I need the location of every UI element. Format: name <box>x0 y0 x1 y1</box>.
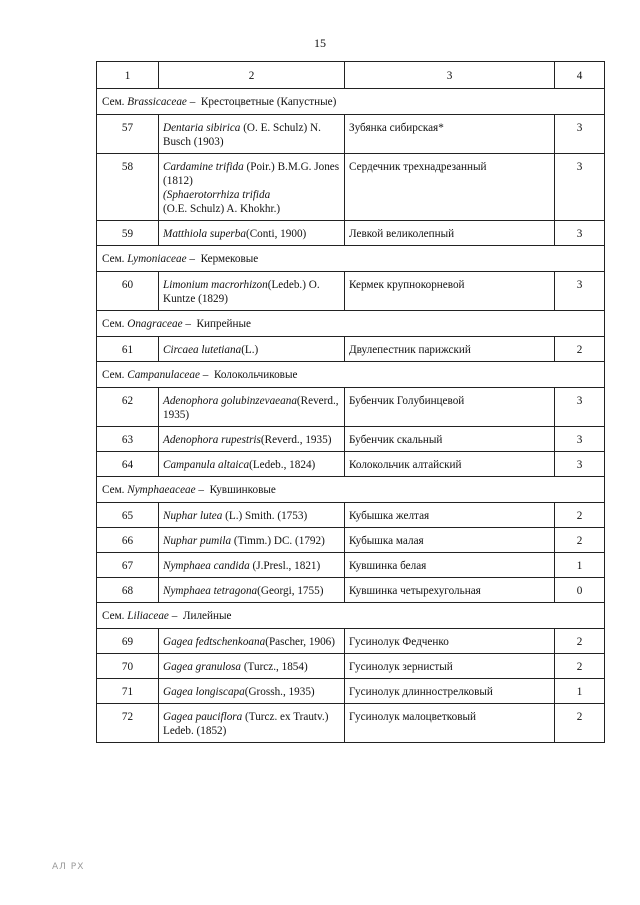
latin-name-author: (Ledeb.) O. Kuntze (1829) <box>163 279 320 305</box>
species-row <box>97 154 605 221</box>
family-header-row <box>97 477 605 503</box>
species-number: 65 <box>97 503 159 528</box>
family-latin-name: Onagraceae <box>127 317 183 330</box>
family-prefix: Сем. <box>102 483 125 496</box>
footer-mark: АЛ РХ <box>52 862 85 872</box>
species-number: 70 <box>97 654 159 679</box>
family-separator: – <box>171 609 178 622</box>
russian-name: Кермек крупнокорневой <box>345 272 555 311</box>
species-number: 68 <box>97 578 159 603</box>
latin-name-italic: Gagea pauciflora <box>163 711 243 723</box>
latin-name-author: (Poir.) B.M.G. Jones (1812) <box>163 161 340 187</box>
species-number: 72 <box>97 704 159 743</box>
species-row <box>97 221 605 246</box>
species-number: 63 <box>97 427 159 452</box>
family-separator: – <box>189 95 196 108</box>
family-header-row <box>97 89 605 115</box>
species-number: 67 <box>97 553 159 578</box>
latin-name-cell <box>159 427 345 452</box>
latin-synonym-italic: (Sphaerotorrhiza trifida <box>163 189 271 201</box>
family-prefix: Сем. <box>102 317 125 330</box>
family-separator: – <box>202 368 209 381</box>
latin-name-cell <box>159 221 345 246</box>
species-number: 71 <box>97 679 159 704</box>
latin-name-italic: Nymphaea tetragona <box>163 585 258 597</box>
family-header-cell <box>97 311 605 337</box>
latin-name-author: (L.) <box>241 344 259 356</box>
species-number: 60 <box>97 272 159 311</box>
species-number: 57 <box>97 115 159 154</box>
status-category: 3 <box>555 154 605 221</box>
russian-name: Кувшинка белая <box>345 553 555 578</box>
status-category: 3 <box>555 452 605 477</box>
family-latin-name: Campanulaceae <box>127 368 200 381</box>
latin-name-italic: Nymphaea candida <box>163 560 250 572</box>
species-row <box>97 679 605 704</box>
species-number: 61 <box>97 337 159 362</box>
latin-name-italic: Gagea fedtschenkoana <box>163 636 266 648</box>
latin-name-author: (Ledeb., 1824) <box>249 459 316 471</box>
status-category: 3 <box>555 115 605 154</box>
russian-name: Гусинолук малоцветковый <box>345 704 555 743</box>
family-header-cell <box>97 246 605 272</box>
species-row <box>97 553 605 578</box>
russian-name: Бубенчик скальный <box>345 427 555 452</box>
family-header-row <box>97 603 605 629</box>
family-russian-name: Кермековые <box>200 252 259 265</box>
family-prefix: Сем. <box>102 609 125 622</box>
latin-name-cell <box>159 679 345 704</box>
species-table <box>96 61 605 743</box>
latin-name-author: (Georgi, 1755) <box>257 585 324 597</box>
family-header-row <box>97 246 605 272</box>
russian-name: Кубышка малая <box>345 528 555 553</box>
header-col-1: 1 <box>97 62 159 89</box>
latin-name-italic: Gagea granulosa <box>163 661 242 673</box>
status-category: 3 <box>555 388 605 427</box>
family-prefix: Сем. <box>102 252 125 265</box>
species-row <box>97 528 605 553</box>
russian-name: Бубенчик Голубинцевой <box>345 388 555 427</box>
family-latin-name: Liliaceae <box>127 609 169 622</box>
family-latin-name: Nymphaeaceae <box>127 483 196 496</box>
status-category: 2 <box>555 654 605 679</box>
status-category: 3 <box>555 272 605 311</box>
status-category: 2 <box>555 503 605 528</box>
family-russian-name: Кипрейные <box>196 317 251 330</box>
header-col-3: 3 <box>345 62 555 89</box>
status-category: 2 <box>555 629 605 654</box>
latin-name-cell <box>159 553 345 578</box>
status-category: 3 <box>555 221 605 246</box>
status-category: 2 <box>555 337 605 362</box>
family-latin-name: Lymoniaceae <box>127 252 187 265</box>
status-category: 3 <box>555 427 605 452</box>
status-category: 2 <box>555 528 605 553</box>
latin-name-author: (O. E. Schulz) N. Busch (1903) <box>163 122 321 148</box>
family-prefix: Сем. <box>102 95 125 108</box>
latin-name-author: (Reverd., 1935) <box>260 434 332 446</box>
latin-name-cell <box>159 503 345 528</box>
species-table-wrapper <box>96 61 604 743</box>
species-row <box>97 388 605 427</box>
russian-name: Левкой великолепный <box>345 221 555 246</box>
latin-name-author: (Turcz., 1854) <box>241 661 308 673</box>
species-number: 69 <box>97 629 159 654</box>
status-category: 1 <box>555 553 605 578</box>
latin-name-cell <box>159 388 345 427</box>
latin-name-italic: Dentaria sibirica <box>163 122 241 134</box>
latin-name-italic: Adenophora rupestris <box>163 434 261 446</box>
latin-name-author: (Reverd., 1935) <box>163 395 339 421</box>
family-prefix: Сем. <box>102 368 125 381</box>
latin-name-italic: Cardamine trifida <box>163 161 244 173</box>
latin-name-italic: Nuphar lutea <box>163 510 223 522</box>
latin-name-italic: Limonium macrorhizon <box>163 279 268 291</box>
russian-name: Двулепестник парижский <box>345 337 555 362</box>
species-number: 59 <box>97 221 159 246</box>
family-header-row <box>97 311 605 337</box>
species-row <box>97 452 605 477</box>
latin-name-author: (Conti, 1900) <box>245 228 307 240</box>
family-latin-name: Brassicaceae <box>127 95 187 108</box>
species-row <box>97 272 605 311</box>
latin-name-cell <box>159 654 345 679</box>
page-number: 15 <box>314 36 326 50</box>
species-row <box>97 578 605 603</box>
russian-name: Кубышка желтая <box>345 503 555 528</box>
family-header-cell <box>97 477 605 503</box>
latin-name-author: (Pascher, 1906) <box>265 636 335 648</box>
latin-name-cell <box>159 528 345 553</box>
family-separator: – <box>185 317 191 330</box>
latin-name-italic: Nuphar pumila <box>163 535 232 547</box>
latin-name-author: (Turcz. ex Trautv.) Ledeb. (1852) <box>163 711 329 737</box>
status-category: 1 <box>555 679 605 704</box>
species-number: 64 <box>97 452 159 477</box>
latin-name-italic: Matthiola superba <box>163 228 246 240</box>
family-separator: – <box>189 252 195 265</box>
russian-name: Гусинолук зернистый <box>345 654 555 679</box>
table-body <box>97 89 605 743</box>
species-row <box>97 115 605 154</box>
species-row <box>97 654 605 679</box>
species-number: 62 <box>97 388 159 427</box>
russian-name: Зубянка сибирская* <box>345 115 555 154</box>
family-russian-name: Кувшинковые <box>209 483 276 496</box>
family-header-cell <box>97 362 605 388</box>
latin-name-italic: Adenophora golubinzevaeana <box>163 395 297 407</box>
species-row <box>97 629 605 654</box>
family-header-cell <box>97 89 605 115</box>
latin-name-cell <box>159 272 345 311</box>
latin-name-author: (Timm.) DC. (1792) <box>231 535 325 547</box>
russian-name: Кувшинка четырехугольная <box>345 578 555 603</box>
russian-name: Гусинолук длиннострелковый <box>345 679 555 704</box>
latin-name-author: (J.Presl., 1821) <box>249 560 321 572</box>
header-col-2: 2 <box>159 62 345 89</box>
latin-name-cell <box>159 629 345 654</box>
species-number: 58 <box>97 154 159 221</box>
family-separator: – <box>198 483 204 496</box>
latin-name-cell <box>159 578 345 603</box>
latin-name-italic: Gagea longiscapa <box>163 686 245 698</box>
latin-name-italic: Circaea lutetiana <box>163 344 242 356</box>
latin-name-italic: Campanula altaica <box>163 459 250 471</box>
russian-name: Колокольчик алтайский <box>345 452 555 477</box>
species-number: 66 <box>97 528 159 553</box>
family-russian-name: Крестоцветные (Капустные) <box>200 95 337 108</box>
latin-name-author: (L.) Smith. (1753) <box>222 510 308 522</box>
latin-synonym-author: (O.E. Schulz) A. Khokhr.) <box>163 203 281 215</box>
latin-name-author: (Grossh., 1935) <box>244 686 315 698</box>
species-row <box>97 704 605 743</box>
latin-name-cell <box>159 115 345 154</box>
species-row <box>97 503 605 528</box>
family-russian-name: Лилейные <box>182 609 232 622</box>
russian-name: Гусинолук Федченко <box>345 629 555 654</box>
latin-name-cell <box>159 452 345 477</box>
status-category: 0 <box>555 578 605 603</box>
table-header-row <box>97 62 605 89</box>
family-russian-name: Колокольчиковые <box>213 368 298 381</box>
latin-name-cell <box>159 154 345 221</box>
header-col-4: 4 <box>555 62 605 89</box>
latin-name-cell <box>159 704 345 743</box>
species-row <box>97 427 605 452</box>
species-row <box>97 337 605 362</box>
russian-name: Сердечник трехнадрезанный <box>345 154 555 221</box>
status-category: 2 <box>555 704 605 743</box>
latin-name-cell <box>159 337 345 362</box>
family-header-row <box>97 362 605 388</box>
family-header-cell <box>97 603 605 629</box>
